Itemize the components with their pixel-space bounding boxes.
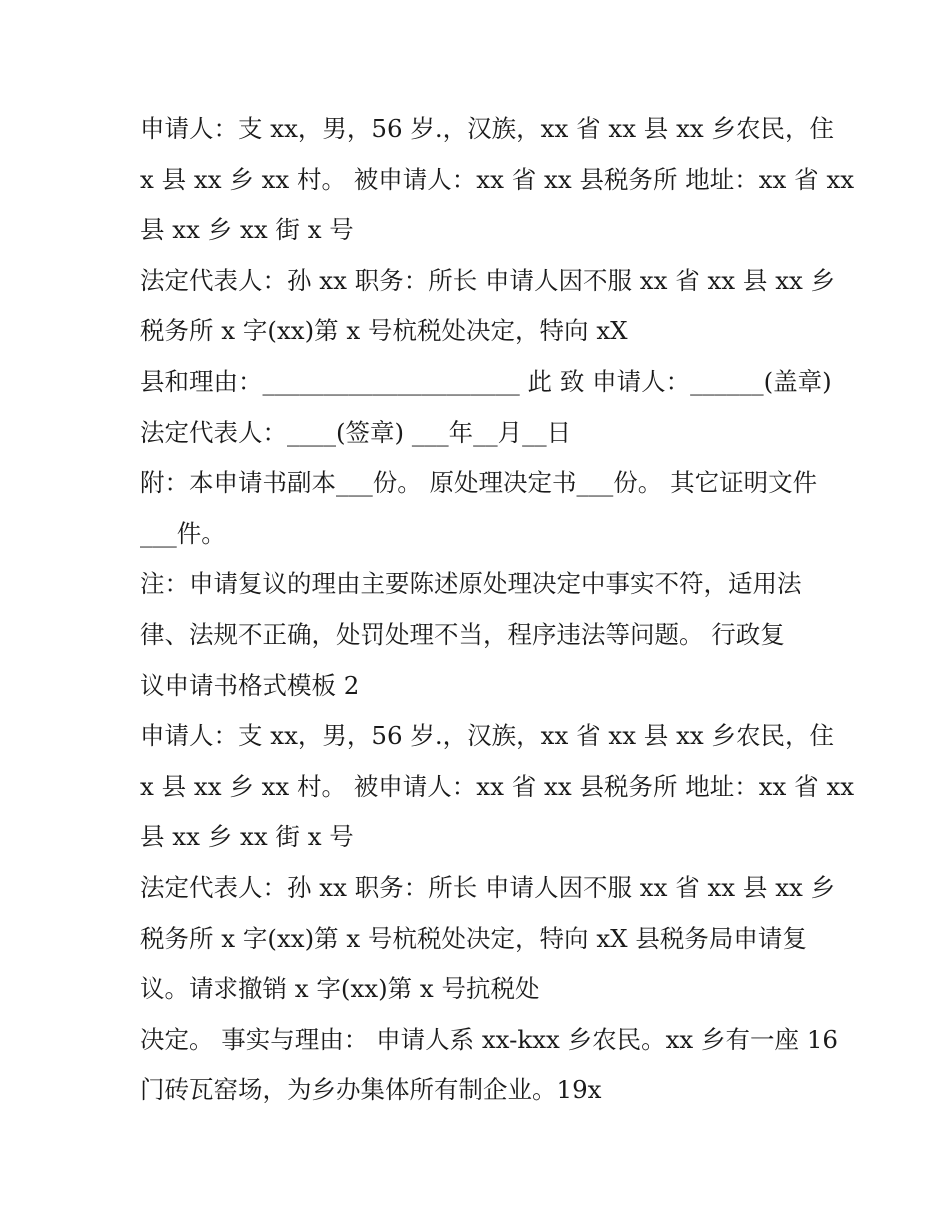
- text-line: 县和理由：_____________________ 此 致 申请人：______(盖章): [140, 366, 832, 396]
- text-line: x 县 xx 乡 xx 村。 被申请人：xx 省 xx 县税务所 地址：xx 省 xx: [140, 164, 855, 194]
- text-line: 律、法规不正确，处罚处理不当，程序违法等问题。 行政复: [140, 619, 785, 649]
- text-line: 县 xx 乡 xx 街 x 号: [140, 822, 354, 852]
- text-line: 县 xx 乡 xx 街 x 号: [140, 215, 354, 245]
- section-title-line: 议申请书格式模板 2: [140, 670, 360, 700]
- text-line: 注：申请复议的理由主要陈述原处理决定中事实不符，适用法: [140, 569, 802, 599]
- text-line: 议。请求撤销 x 字(xx)第 x 号抗税处: [140, 974, 540, 1004]
- text-line: 申请人：支 xx，男，56 岁.，汉族，xx 省 xx 县 xx 乡农民，住: [140, 721, 835, 751]
- text-line: 申请人：支 xx，男，56 岁.，汉族，xx 省 xx 县 xx 乡农民，住: [140, 114, 835, 143]
- text-line: 税务所 x 字(xx)第 x 号杭税处决定，特向 xX: [140, 316, 628, 346]
- text-line: 税务所 x 字(xx)第 x 号杭税处决定，特向 xX 县税务局申请复: [140, 923, 807, 953]
- text-line: 决定。 事实与理由： 申请人系 xx-kxx 乡农民。xx 乡有一座 16: [140, 1024, 838, 1054]
- text-line: x 县 xx 乡 xx 村。 被申请人：xx 省 xx 县税务所 地址：xx 省 xx: [140, 771, 855, 801]
- text-line: 法定代表人：孙 xx 职务：所长 申请人因不服 xx 省 xx 县 xx 乡: [140, 265, 836, 295]
- text-line: 法定代表人：孙 xx 职务：所长 申请人因不服 xx 省 xx 县 xx 乡: [140, 872, 836, 902]
- text-line: ___件。: [140, 518, 226, 548]
- text-line: 附：本申请书副本___份。 原处理决定书___份。 其它证明文件: [140, 468, 818, 498]
- text-line: 门砖瓦窑场，为乡办集体所有制企业。19x: [140, 1075, 602, 1105]
- text-line: 法定代表人：____(签章) ___年__月__日: [140, 417, 572, 447]
- document-body: [140, 104, 855, 1116]
